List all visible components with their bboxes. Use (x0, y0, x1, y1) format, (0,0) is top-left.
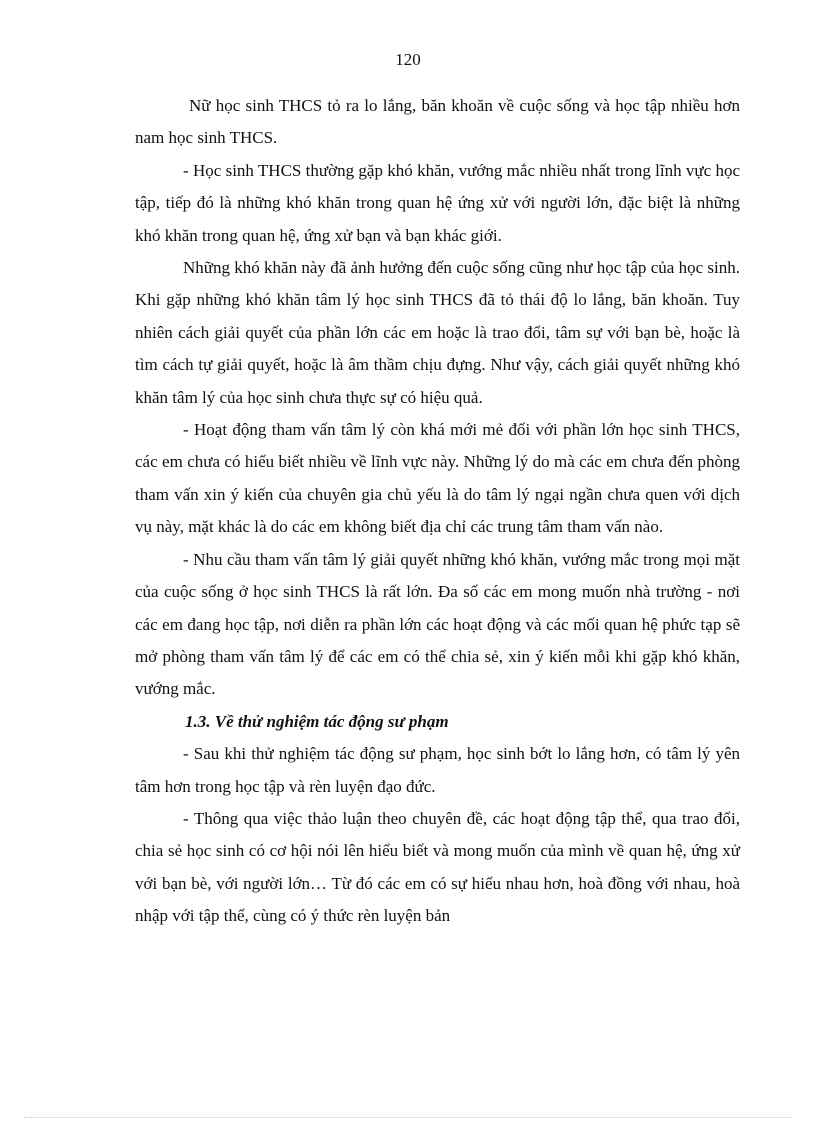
document-body (135, 90, 740, 933)
paragraph-difficulties-areas: - Học sinh THCS thường gặp khó khăn, vướng mắc nhiều nhất trong lĩnh vực học tập, tiếp đó là những khó khăn trong quan hệ ứng xử với người lớn, đặc biệt là những khó khăn trong quan hệ, ứng xử bạn và bạn khác giới. (135, 160, 740, 245)
paragraph-discussion-activities: - Thông qua việc thảo luận theo chuyên đề, các hoạt động tập thể, qua trao đổi, chia sẻ học sinh có cơ hội nói lên hiểu biết và mong muốn của mình về quan hệ, ứng xử với bạn bè, với người lớn… Từ đó các em có sự hiểu nhau hơn, hoà đồng với nhau, hoà nhập với tập thể, cùng có ý thức rèn luyện bản (135, 808, 740, 926)
section-heading: 1.3. Về thử nghiệm tác động sư phạm (185, 711, 449, 731)
paragraph-counseling-need: - Nhu cầu tham vấn tâm lý giải quyết những khó khăn, vướng mắc trong mọi mặt của cuộc sống ở học sinh THCS là rất lớn. Đa số các em mong muốn nhà trường - nơi các em đang học tập, nơi diễn ra phần lớn các hoạt động và các mối quan hệ phức tạp sẽ mở phòng tham vấn tâm lý để các em có thể chia sẻ, xin ý kiến mỗi khi gặp khó khăn, vướng mắc. (135, 549, 740, 699)
paragraph-difficulties-impact: Những khó khăn này đã ảnh hưởng đến cuộc sống cũng như học tập của học sinh. Khi gặp những khó khăn tâm lý học sinh THCS đã tỏ thái độ lo lắng, băn khoăn. Tuy nhiên cách giải quyết của phần lớn các em hoặc là trao đổi, tâm sự với bạn bè, hoặc là tìm cách tự giải quyết, hoặc là âm thầm chịu đựng. Như vậy, cách giải quyết những khó khăn tâm lý của học sinh chưa thực sự có hiệu quả. (135, 258, 740, 407)
paragraph-female-students: Nữ học sinh THCS tỏ ra lo lắng, băn khoăn về cuộc sống và học tập nhiều hơn nam học sinh THCS. (135, 96, 740, 148)
paragraph-counseling-new: - Hoạt động tham vấn tâm lý còn khá mới mẻ đối với phần lớn học sinh THCS, các em chưa có hiểu biết nhiều về lĩnh vực này. Những lý do mà các em chưa đến phòng tham vấn xin ý kiến của chuyên gia chủ yếu là do tâm lý ngại ngần chưa quen với dịch vụ này, mặt khác là do các em không biết địa chỉ các trung tâm tham vấn nào. (135, 420, 740, 537)
paragraph-after-experiment: - Sau khi thử nghiệm tác động sư phạm, học sinh bớt lo lắng hơn, có tâm lý yên tâm hơn trong học tập và rèn luyện đạo đức. (135, 744, 740, 796)
page-number: 120 (395, 50, 421, 69)
page-bottom-divider (24, 1117, 792, 1118)
